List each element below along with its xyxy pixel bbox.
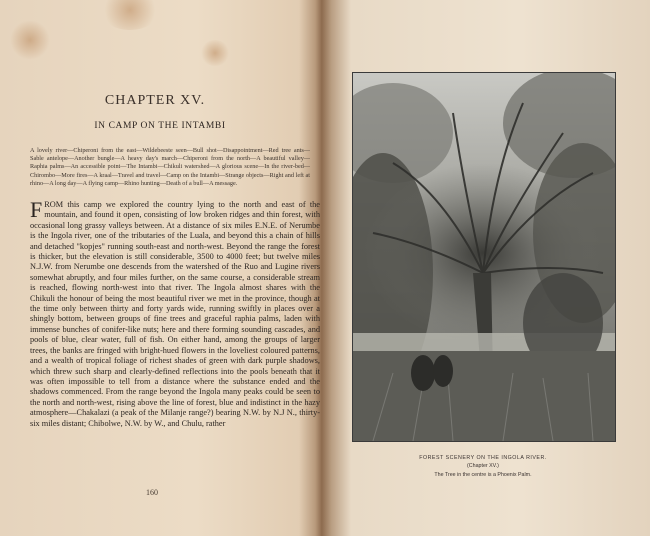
forest-photograph-plate xyxy=(352,72,616,442)
chapter-title: CHAPTER XV. xyxy=(104,93,206,108)
forest-photograph xyxy=(353,73,615,441)
page-number: 160 xyxy=(146,488,158,497)
plate-caption-chapter: (Chapter XV.) xyxy=(467,463,499,469)
body-paragraph: ROM this camp we explored the country lying to the north and east of the mountain, and found it open, consisting of low broken ridges and thin forest, with occasional long grassy valleys between. At a distance of six miles E.N.E. of Nerumbe is the Ingola river, one of the tributaries of the Luala, and beyond this a chain of hills and detached "kopjes" running south-east and north-west. Beyond the range the forest is thicker, but the elevation is still considerable, 3500 to 4000 feet; but twelve miles N.J.W. from Nerumbe one descends from the watershed of the Ruo and Lugine rivers somewhat abruptly, and four miles further, on the same course, a considerable stream is reached, flowing north-west into that river. The Ingola almost shares with the Chikuli the honour of being the most beautiful river we met in the province, though at the time only between thirty and forty yards wide, running swiftly in places over a shingly bottom, between groups of fine trees and graceful raphia palms, laden with immense bunches of conifer-like nuts; here and there forming sounding cascades, and pools of blue, clear water, full of fish. On either hand, among the groups of larger trees, the banks are fringed with bright-hued flowers in the loveliest coloured patterns, and a wealth of tropical foliage of richest shades of green with dark purple shadows, which threw such sharp and clearly-defined reflections into the pools beneath that it was often impossible to tell from a distance where the substance ended and the shadows commenced. From the range beyond the Ingola many peaks could be seen to the north and north-west, rising above the line of forest, blue and indistinct in the hazy atmosphere—Chakalazi (a peak of the Milanje range?) bearing N.W. by N.J N., thirty-six miles distant; Chibolwe, N.W. by W., and Chulu, rather xyxy=(30,200,320,428)
left-page xyxy=(0,0,320,536)
chapter-subtitle: IN CAMP ON THE INTAMBI xyxy=(94,121,226,131)
body-text xyxy=(30,197,320,429)
drop-cap: F xyxy=(30,197,43,222)
plate-caption-title: FOREST SCENERY ON THE INGOLA RIVER. xyxy=(419,455,547,461)
right-page xyxy=(330,0,650,536)
chapter-synopsis: A lovely river—Chiperoni from the east—Wildebeeste seen—Bull shot—Disappointment—Red tree ants—Sable antelope—Another bungle—A heavy day's march—Chiperoni from the north—A beautiful valley—Raphia palms—An accessible point—The Intambi—Chikuli watershed—A glorious scene—In the river-bed—Chirombo—More fires—A kraal—Travel and travel—Camp on the Intambi—Strange objects—Right and left at rhino—A long day—A flying camp—Rhino hunting—Death of a bull—A message. xyxy=(30,147,310,187)
plate-caption-note: The Tree in the centre is a Phoenix Palm. xyxy=(434,472,532,478)
